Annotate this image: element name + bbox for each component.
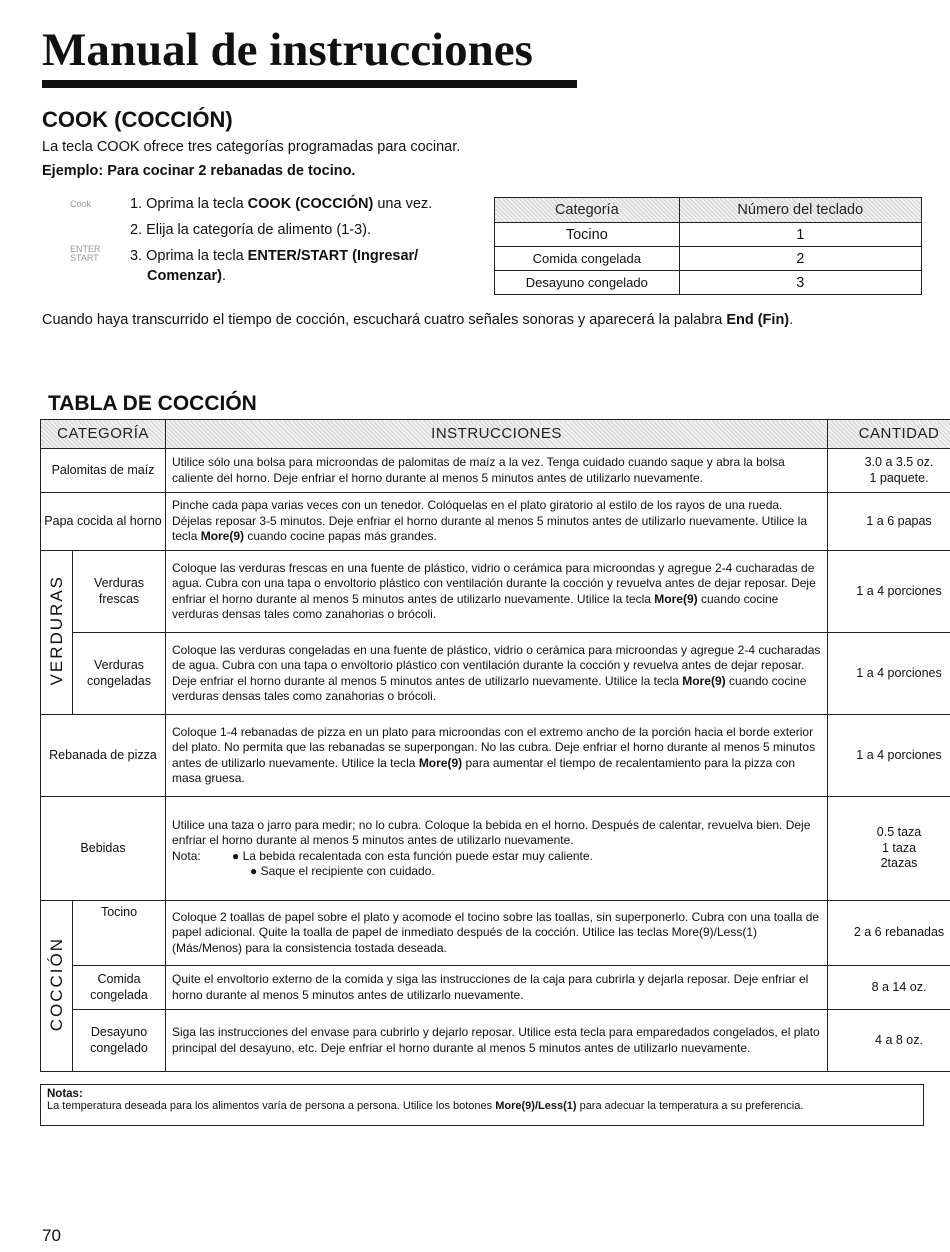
notes-keys: More(9)/Less(1) xyxy=(495,1100,577,1112)
quantity-line: 1 taza xyxy=(881,840,917,855)
title-rule xyxy=(42,80,577,88)
notes-box xyxy=(40,1084,924,1126)
notes-label: Notas: xyxy=(47,1088,83,1100)
table-row xyxy=(41,449,950,493)
quantity-line: 1 paquete. xyxy=(869,470,929,485)
instructions-text: cuando cocine verduras densas tales como zanahorias o brócoli. xyxy=(172,591,779,621)
more-key: More(9) xyxy=(418,755,463,770)
page-number: 70 xyxy=(42,1226,61,1245)
note-text: Saque el recipiente con cuidado. xyxy=(260,864,435,878)
instructions-cell xyxy=(166,551,828,633)
table-row xyxy=(41,633,950,715)
coccion-vertical-text: COCCIÓN xyxy=(46,936,66,1031)
more-key: More(9) xyxy=(200,529,245,544)
instructions-cell: Coloque 2 toallas de papel sobre el plato y acomode el tocino sobre las toallas, sin superponerlo. Cubra con una toalla de papel adicional. Quite la toalla de papel de inmediato después de la cocción. Utilice las teclas More(9)/Less(1) (Más/Menos) para la consistencia tostada deseada. xyxy=(166,901,828,966)
finish-end-word: End (Fin) xyxy=(726,312,790,328)
finish-post: . xyxy=(789,312,794,328)
instructions-text: Pinche cada papa varias veces con un tenedor. Colóquelas en el plato giratorio al estilo de los rayos de una rueda. Déjelas reposar 3-5 minutos. Deje enfriar el horno durante al menos 5 minutos antes de utilizarlo nuevamente. Utilice la tecla xyxy=(172,498,808,544)
note-label: Nota: xyxy=(172,848,201,863)
step-3-post: . xyxy=(221,268,226,284)
enter-start-key-icon xyxy=(62,245,101,263)
category-cell: Verduras frescas xyxy=(73,551,166,633)
instructions-text: cuando cocine verduras densas tales como zanahorias o brócoli. xyxy=(172,673,807,703)
quantity-cell: 1 a 4 porciones xyxy=(828,551,950,633)
table-row xyxy=(41,493,950,551)
instructions-text: cuando cocine papas más grandes. xyxy=(244,529,437,544)
quantity-cell: 8 a 14 oz. xyxy=(828,966,950,1010)
more-key: More(9) xyxy=(682,673,726,688)
coccion-group-label xyxy=(41,901,73,1072)
step-3-pre: 3. Oprima la tecla xyxy=(130,248,248,264)
table-row xyxy=(495,247,922,271)
category-cell: Desayuno congelado xyxy=(73,1010,166,1072)
quantity-line: 0.5 taza xyxy=(876,825,922,840)
instructions-cell: Quite el envoltorio externo de la comida y siga las instrucciones de la caja para cubrirla y dejarla reposar. Deje enfriar el horno durante al menos 5 minutos antes de utilizarlo nuevamente. xyxy=(166,966,828,1010)
step-1 xyxy=(130,194,432,214)
table-row xyxy=(41,797,950,901)
quantity-cell xyxy=(828,797,950,901)
table-row xyxy=(495,271,922,295)
category-cell: Palomitas de maíz xyxy=(41,449,166,493)
category-header: Categoría xyxy=(495,198,680,223)
category-table xyxy=(494,197,922,295)
table-row xyxy=(495,223,922,247)
cantidad-header: CANTIDAD xyxy=(828,420,950,449)
bullet-icon: ● xyxy=(250,864,258,878)
cook-finish-text xyxy=(42,312,942,328)
quantity-line: 2tazas xyxy=(880,856,918,871)
cook-heading: COOK (COCCIÓN) xyxy=(42,107,233,132)
step-1-pre: 1. Oprima la tecla xyxy=(130,196,248,212)
keypad-number-cell: 3 xyxy=(679,271,921,295)
instructions-cell xyxy=(166,633,828,715)
category-cell: Desayuno congelado xyxy=(495,271,680,295)
instructions-text: Coloque las verduras congeladas en una fuente de plástico, vidrio o cerámica para microondas y agregue 2-4 cucharadas de agua. Cubra con una tapa o envoltorio plástico con ventilación durante la cocción y revuelva antes de dejar reposar. Deje enfriar el horno durante al menos 5 minutos antes de utilizarlo nuevamente. Utilice la tecla xyxy=(172,642,821,688)
instructions-cell: Siga las instrucciones del envase para cubrirlo y dejarlo reposar. Utilice esta tecla para emparedados congelados, el plato principal del desayuno, etc. Deje enfriar el horno durante al menos 5 minutos antes de utilizarlo nuevamente. xyxy=(166,1010,828,1072)
instructions-text: Utilice una taza o jarro para medir; no lo cubra. Coloque la bebida en el horno. Después de calentar, revuelva bien. Deje enfriar el horno durante al menos 5 minutos antes de utilizarlo nuevamente. xyxy=(172,817,811,847)
table-row xyxy=(41,715,950,797)
cooking-table xyxy=(40,419,950,1072)
keypad-number-cell: 1 xyxy=(679,223,921,247)
category-cell: Comida congelada xyxy=(73,966,166,1010)
page-title: Manual de instrucciones xyxy=(42,24,533,76)
instrucciones-header: INSTRUCCIONES xyxy=(166,420,828,449)
quantity-cell xyxy=(828,449,950,493)
step-3 xyxy=(130,246,418,286)
verduras-group-label xyxy=(41,551,73,715)
notes-text-post: para adecuar la temperatura a su preferencia. xyxy=(576,1100,804,1112)
step-3-key-line1: ENTER/START (Ingresar/ xyxy=(247,248,419,264)
notes-text xyxy=(47,1100,917,1112)
quantity-cell: 1 a 6 papas xyxy=(828,493,950,551)
start-key-label: START xyxy=(70,253,99,263)
table-row xyxy=(41,551,950,633)
quantity-line: 3.0 a 3.5 oz. xyxy=(864,455,934,469)
instructions-cell xyxy=(166,797,828,901)
instructions-text: Coloque 1-4 rebanadas de pizza en un plato para microondas con el extremo ancho de la porción hacia el borde exterior del plato. No permita que las rebanadas se superpongan. No las cubra. Deje enfriar el horno durante al menos 5 minutos antes de utilizarlo nuevamente. Utilice la tecla xyxy=(172,724,816,770)
bullet-icon: ● xyxy=(232,848,240,863)
instructions-text: para aumentar el tiempo de recalentamiento para la pizza con masa gruesa. xyxy=(172,755,796,785)
category-cell: Rebanada de pizza xyxy=(41,715,166,797)
category-cell: Comida congelada xyxy=(495,247,680,271)
category-cell: Tocino xyxy=(73,901,166,966)
notes-text-pre: La temperatura deseada para los alimentos varía de persona a persona. Utilice los botones xyxy=(47,1100,496,1112)
step-1-post: una vez. xyxy=(373,196,433,212)
table-row xyxy=(41,966,950,1010)
instructions-cell: Utilice sólo una bolsa para microondas de palomitas de maíz a la vez. Tenga cuidado cuando saque y abra la bolsa caliente del horno. Deje enfriar el horno durante al menos 5 minutos antes de utilizarlo nuevamente. xyxy=(166,449,828,493)
quantity-cell: 1 a 4 porciones xyxy=(828,715,950,797)
categoria-header: CATEGORÍA xyxy=(41,420,166,449)
step-1-key: COOK (COCCIÓN) xyxy=(247,196,374,212)
cook-example: Ejemplo: Para cocinar 2 rebanadas de tocino. xyxy=(42,163,356,179)
keypad-number-cell: 2 xyxy=(679,247,921,271)
quantity-cell: 4 a 8 oz. xyxy=(828,1010,950,1072)
category-cell: Verduras congeladas xyxy=(73,633,166,715)
note-text: La bebida recalentada con esta función puede estar muy caliente. xyxy=(242,848,593,863)
cook-intro: La tecla COOK ofrece tres categorías programadas para cocinar. xyxy=(42,139,461,155)
cooking-table-header xyxy=(41,420,950,449)
category-cell: Papa cocida al horno xyxy=(41,493,166,551)
category-table-header xyxy=(495,198,922,223)
instructions-text: Coloque las verduras frescas en una fuente de plástico, vidrio o cerámica para microondas y agregue 2-4 cucharadas de agua. Cubra con una tapa o envoltorio plástico con ventilación durante la cocción y revuelva antes de dejar reposar. Deje enfriar el horno durante al menos 5 minutos antes de utilizarlo nuevamente. Utilice la tecla xyxy=(172,560,816,606)
table-row xyxy=(41,901,950,966)
step-2: 2. Elija la categoría de alimento (1-3). xyxy=(130,222,371,238)
quantity-cell: 2 a 6 rebanadas xyxy=(828,901,950,966)
category-cell: Bebidas xyxy=(41,797,166,901)
verduras-vertical-text: VERDURAS xyxy=(46,575,66,686)
finish-pre: Cuando haya transcurrido el tiempo de cocción, escuchará cuatro señales sonoras y aparecerá la palabra xyxy=(42,312,727,328)
enter-key-label: ENTER xyxy=(70,244,101,254)
instructions-cell xyxy=(166,715,828,797)
keypad-number-header: Número del teclado xyxy=(679,198,921,223)
step-3-key-line2: Comenzar) xyxy=(147,268,222,284)
tabla-heading: TABLA DE COCCIÓN xyxy=(48,392,257,415)
cook-key-icon: Cook xyxy=(70,199,92,209)
quantity-cell: 1 a 4 porciones xyxy=(828,633,950,715)
category-cell: Tocino xyxy=(495,223,680,247)
instructions-cell xyxy=(166,493,828,551)
table-row xyxy=(41,1010,950,1072)
more-key: More(9) xyxy=(654,591,698,606)
